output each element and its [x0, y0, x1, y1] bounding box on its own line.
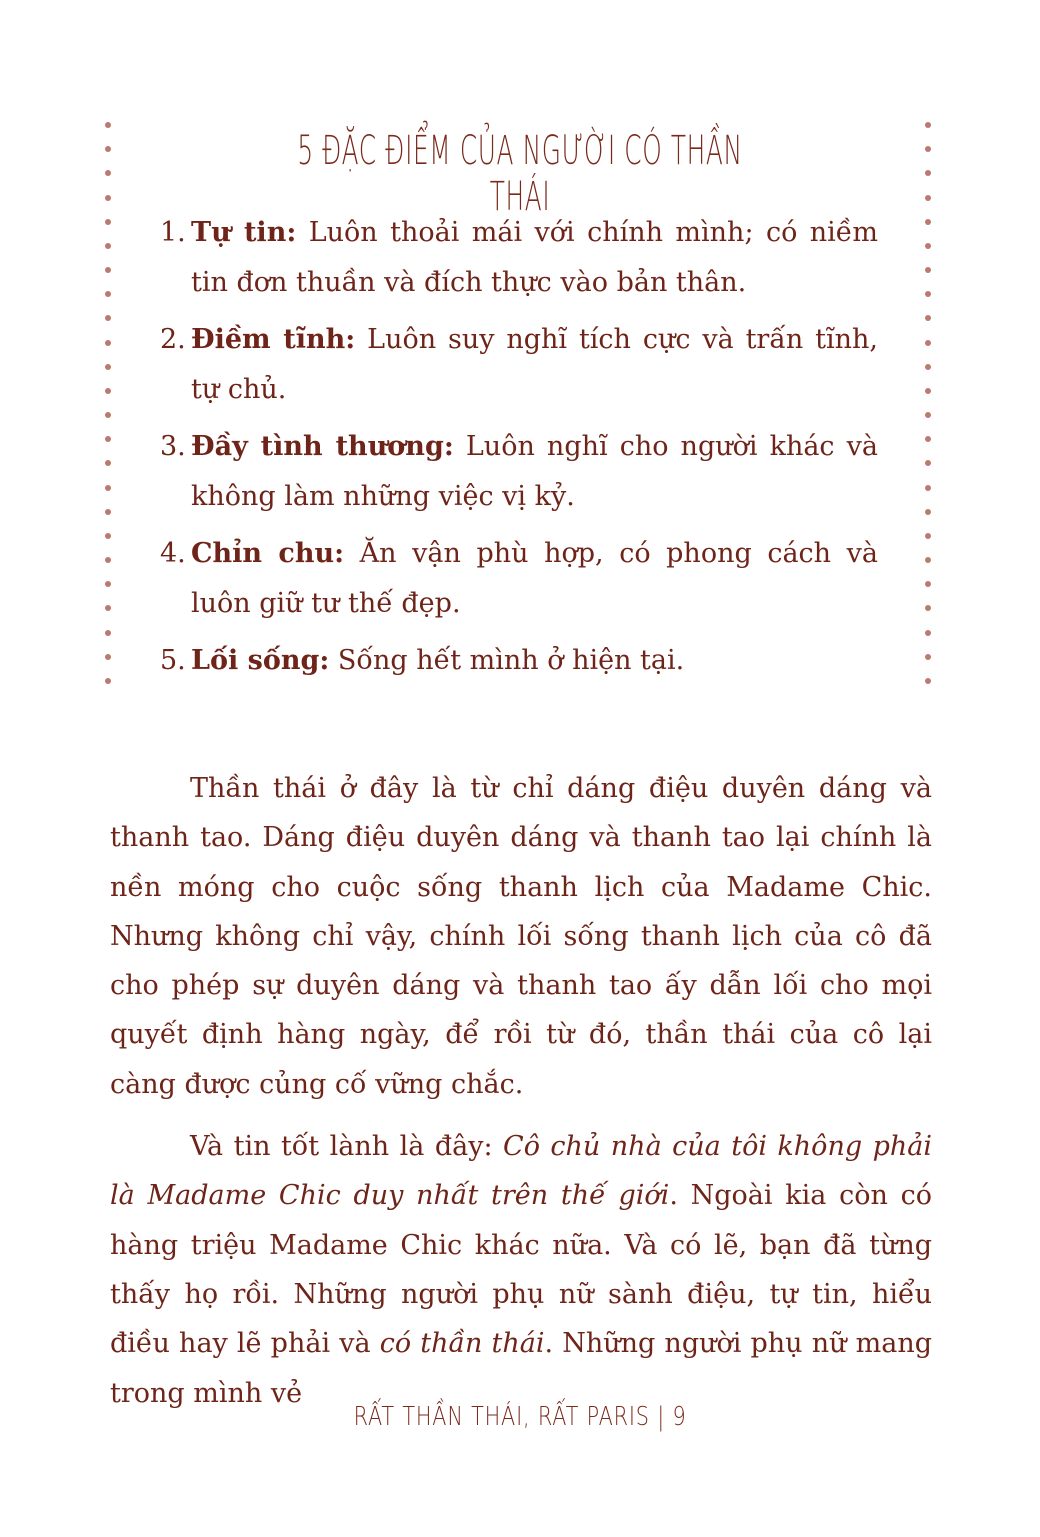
list-item: 1. Tự tin: Luôn thoải mái với chính mình; có niềm tin đơn thuần và đích thực vào bản thân. — [160, 217, 879, 298]
border-dot — [925, 557, 931, 563]
item-text: Luôn nghĩ cho người khác và không làm những việc vị kỷ. — [191, 431, 878, 512]
item-text: Luôn suy nghĩ tích cực và trấn tĩnh, tự chủ. — [191, 324, 878, 405]
border-dot — [105, 291, 111, 297]
border-dot — [925, 678, 931, 684]
border-dot — [925, 291, 931, 297]
border-dot — [105, 630, 111, 636]
border-dot — [105, 678, 111, 684]
border-dot — [925, 533, 931, 539]
border-dot — [925, 364, 931, 370]
border-dot — [925, 315, 931, 321]
border-dot — [925, 267, 931, 273]
border-dot — [105, 509, 111, 515]
border-dot — [105, 364, 111, 370]
page-footer — [0, 1402, 1040, 1432]
border-dot — [105, 146, 111, 152]
border-dot — [925, 195, 931, 201]
border-dot — [105, 654, 111, 660]
border-dot — [105, 388, 111, 394]
list-item: 3. Đầy tình thương: Luôn nghĩ cho người khác và không làm những việc vị kỷ. — [160, 431, 878, 512]
item-term: Lối sống: — [191, 645, 330, 676]
border-dot — [105, 436, 111, 442]
border-dot — [925, 170, 931, 176]
border-dot — [925, 436, 931, 442]
item-term: Đầy tình thương: — [191, 431, 454, 462]
item-term: Chỉn chu: — [191, 538, 345, 569]
list-item: 2. Điềm tĩnh: Luôn suy nghĩ tích cực và trấn tĩnh, tự chủ. — [160, 324, 878, 405]
border-dot — [105, 485, 111, 491]
border-dot — [925, 581, 931, 587]
item-term: Điềm tĩnh: — [191, 324, 356, 355]
border-dot — [925, 146, 931, 152]
border-dot — [105, 315, 111, 321]
list-item: 5. Lối sống: Sống hết mình ở hiện tại. — [160, 645, 685, 676]
border-dot — [105, 195, 111, 201]
border-dot — [105, 170, 111, 176]
border-dot — [925, 388, 931, 394]
border-dot — [105, 243, 111, 249]
traits-list — [160, 208, 878, 693]
paragraph-2: Và tin tốt lành là đây: Cô chủ nhà của tôi không phải là Madame Chic duy nhất trên thế giới. Ngoài kia còn có hàng triệu Madame Chic khác nữa. Và có lẽ, bạn đã từng thấy họ rồi. Những người phụ nữ sành điệu, tự tin, hiểu điều hay lẽ phải và có thần thái. Những người phụ nữ mang trong mình vẻ — [110, 1131, 932, 1409]
border-dot — [925, 654, 931, 660]
body-text — [110, 764, 932, 1431]
border-dot — [105, 557, 111, 563]
list-item: 4. Chỉn chu: Ăn vận phù hợp, có phong cách và luôn giữ tư thế đẹp. — [160, 538, 878, 619]
border-dot — [925, 460, 931, 466]
border-dot — [105, 219, 111, 225]
border-dot — [105, 340, 111, 346]
border-dot — [925, 485, 931, 491]
item-text: Sống hết mình ở hiện tại. — [329, 645, 685, 676]
border-dot — [925, 509, 931, 515]
border-dot — [925, 412, 931, 418]
left-dotted-border — [104, 122, 112, 684]
border-dot — [925, 243, 931, 249]
border-dot — [925, 340, 931, 346]
border-dot — [105, 533, 111, 539]
border-dot — [105, 581, 111, 587]
border-dot — [925, 219, 931, 225]
item-text: Luôn thoải mái với chính mình; có niềm tin đơn thuần và đích thực vào bản thân. — [191, 217, 879, 298]
paragraph-1: Thần thái ở đây là từ chỉ dáng điệu duyên dáng và thanh tao. Dáng điệu duyên dáng và thanh tao lại chính là nền móng cho cuộc sống thanh lịch của Madame Chic. Nhưng không chỉ vậy, chính lối sống thanh lịch của cô đã cho phép sự duyên dáng và thanh tao ấy dẫn lối cho mọi quyết định hàng ngày, để rồi từ đó, thần thái của cô lại càng được củng cố vững chắc. — [110, 773, 932, 1100]
border-dot — [105, 267, 111, 273]
right-dotted-border — [924, 122, 932, 684]
border-dot — [105, 122, 111, 128]
border-dot — [105, 605, 111, 611]
footer-separator: | — [649, 1402, 673, 1432]
border-dot — [925, 630, 931, 636]
border-dot — [925, 122, 931, 128]
item-term: Tự tin: — [191, 217, 297, 248]
item-text: Ăn vận phù hợp, có phong cách và luôn giữ tư thế đẹp. — [191, 538, 878, 619]
border-dot — [105, 412, 111, 418]
box-title: 5 ĐẶC ĐIỂM CỦA NGƯỜI CÓ THẦN THÁI — [297, 128, 743, 220]
page-number: 9 — [672, 1402, 687, 1432]
running-title: RẤT THẦN THÁI, RẤT PARIS — [353, 1402, 650, 1432]
border-dot — [925, 605, 931, 611]
border-dot — [105, 460, 111, 466]
